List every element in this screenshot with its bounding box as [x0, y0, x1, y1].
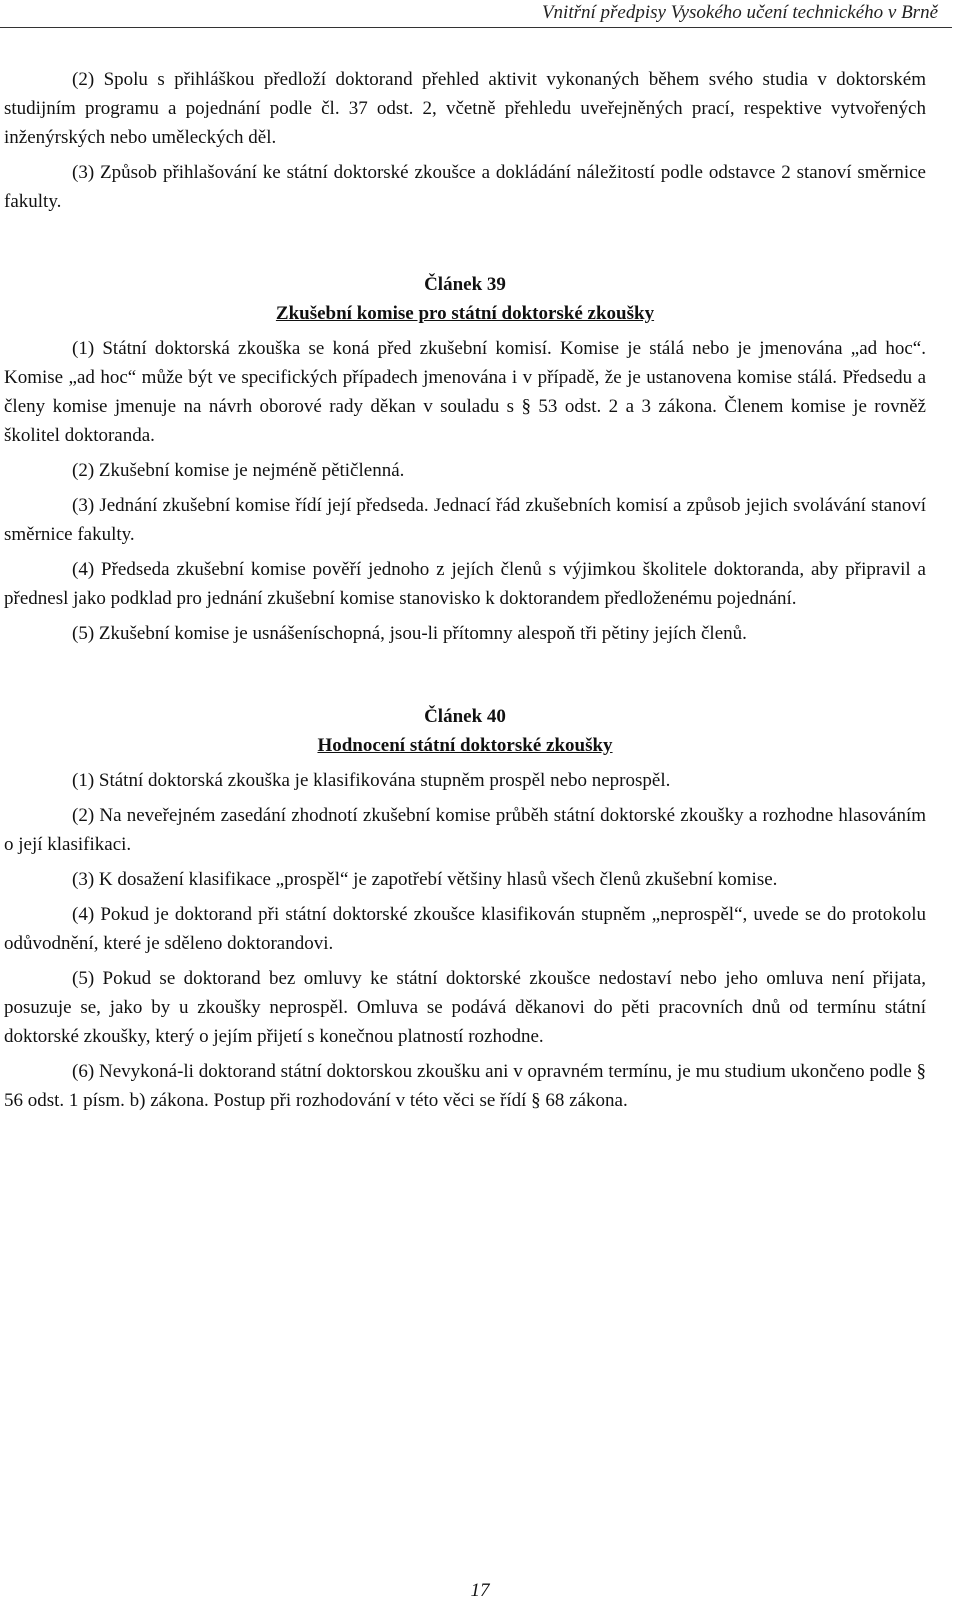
- paragraph: (4) Pokud je doktorand při státní doktorské zkoušce klasifikován stupněm „neprospěl“, uvede se do protokolu odůvodnění, které je sděleno doktorandovi.: [4, 904, 926, 954]
- paragraph: (2) Zkušební komise je nejméně pětičlenná.: [72, 460, 405, 481]
- paragraph: (5) Pokud se doktorand bez omluvy ke státní doktorské zkoušce nedostaví nebo jeho omluva není přijata, posuzuje se, jako by u zkoušky neprospěl. Omluva se podává děkanovi do pěti pracovních dnů od termínu státní doktorské zkoušky, který o jejím přijetí s konečnou platností rozhodne.: [4, 968, 926, 1047]
- paragraph: (1) Státní doktorská zkouška je klasifikována stupněm prospěl nebo neprospěl.: [72, 770, 671, 791]
- paragraph: (1) Státní doktorská zkouška se koná před zkušební komisí. Komise je stálá nebo je jmenována „ad hoc“. Komise „ad hoc“ může být ve specifických případech jmenována i v případě, že je ustanovena komise stálá. Předsedu a členy komise jmenuje na návrh oborové rady děkan v souladu s § 53 odst. 2 a 3 zákona. Členem komise je rovněž školitel doktoranda.: [4, 338, 926, 446]
- article-40: [4, 702, 926, 1115]
- paragraph: (6) Nevykoná-li doktorand státní doktorskou zkoušku ani v opravném termínu, je mu studium ukončeno podle § 56 odst. 1 písm. b) zákona. Postup při rozhodování v této věci se řídí § 68 zákona.: [4, 1061, 926, 1111]
- running-header: Vnitřní předpisy Vysokého učení technického v Brně: [541, 2, 938, 23]
- article-number: Článek 40: [424, 706, 506, 727]
- document-body: [4, 65, 926, 1121]
- header-rule: [0, 27, 952, 28]
- article-39: [4, 270, 926, 648]
- paragraph: (2) Spolu s přihláškou předloží doktorand přehled aktivit vykonaných během svého studia v doktorském studijním programu a pojednání podle čl. 37 odst. 2, včetně přehledu uveřejněných prací, respektive vytvořených inženýrských nebo uměleckých děl.: [4, 69, 926, 148]
- paragraph: (3) K dosažení klasifikace „prospěl“ je zapotřebí většiny hlasů všech členů zkušební komise.: [72, 869, 778, 890]
- paragraph: (3) Jednání zkušební komise řídí její předseda. Jednací řád zkušebních komisí a způsob jejich svolávání stanoví směrnice fakulty.: [4, 495, 926, 545]
- page-number: 17: [470, 1580, 490, 1601]
- paragraph: (4) Předseda zkušební komise pověří jednoho z jejích členů s výjimkou školitele doktoranda, aby připravil a přednesl jako podklad pro jednání zkušební komise stanovisko k doktorandem předloženému pojednání.: [4, 559, 926, 609]
- paragraph: (5) Zkušební komise je usnášeníschopná, jsou-li přítomny alespoň tři pětiny jejích členů.: [72, 623, 747, 644]
- paragraph: (3) Způsob přihlašování ke státní doktorské zkoušce a dokládání náležitostí podle odstavce 2 stanoví směrnice fakulty.: [4, 162, 926, 212]
- article-title: Hodnocení státní doktorské zkoušky: [317, 735, 613, 756]
- article-title: Zkušební komise pro státní doktorské zkoušky: [275, 303, 655, 324]
- paragraph: (2) Na neveřejném zasedání zhodnotí zkušební komise průběh státní doktorské zkoušky a rozhodne hlasováním o její klasifikaci.: [4, 805, 926, 855]
- article-number: Článek 39: [424, 274, 506, 295]
